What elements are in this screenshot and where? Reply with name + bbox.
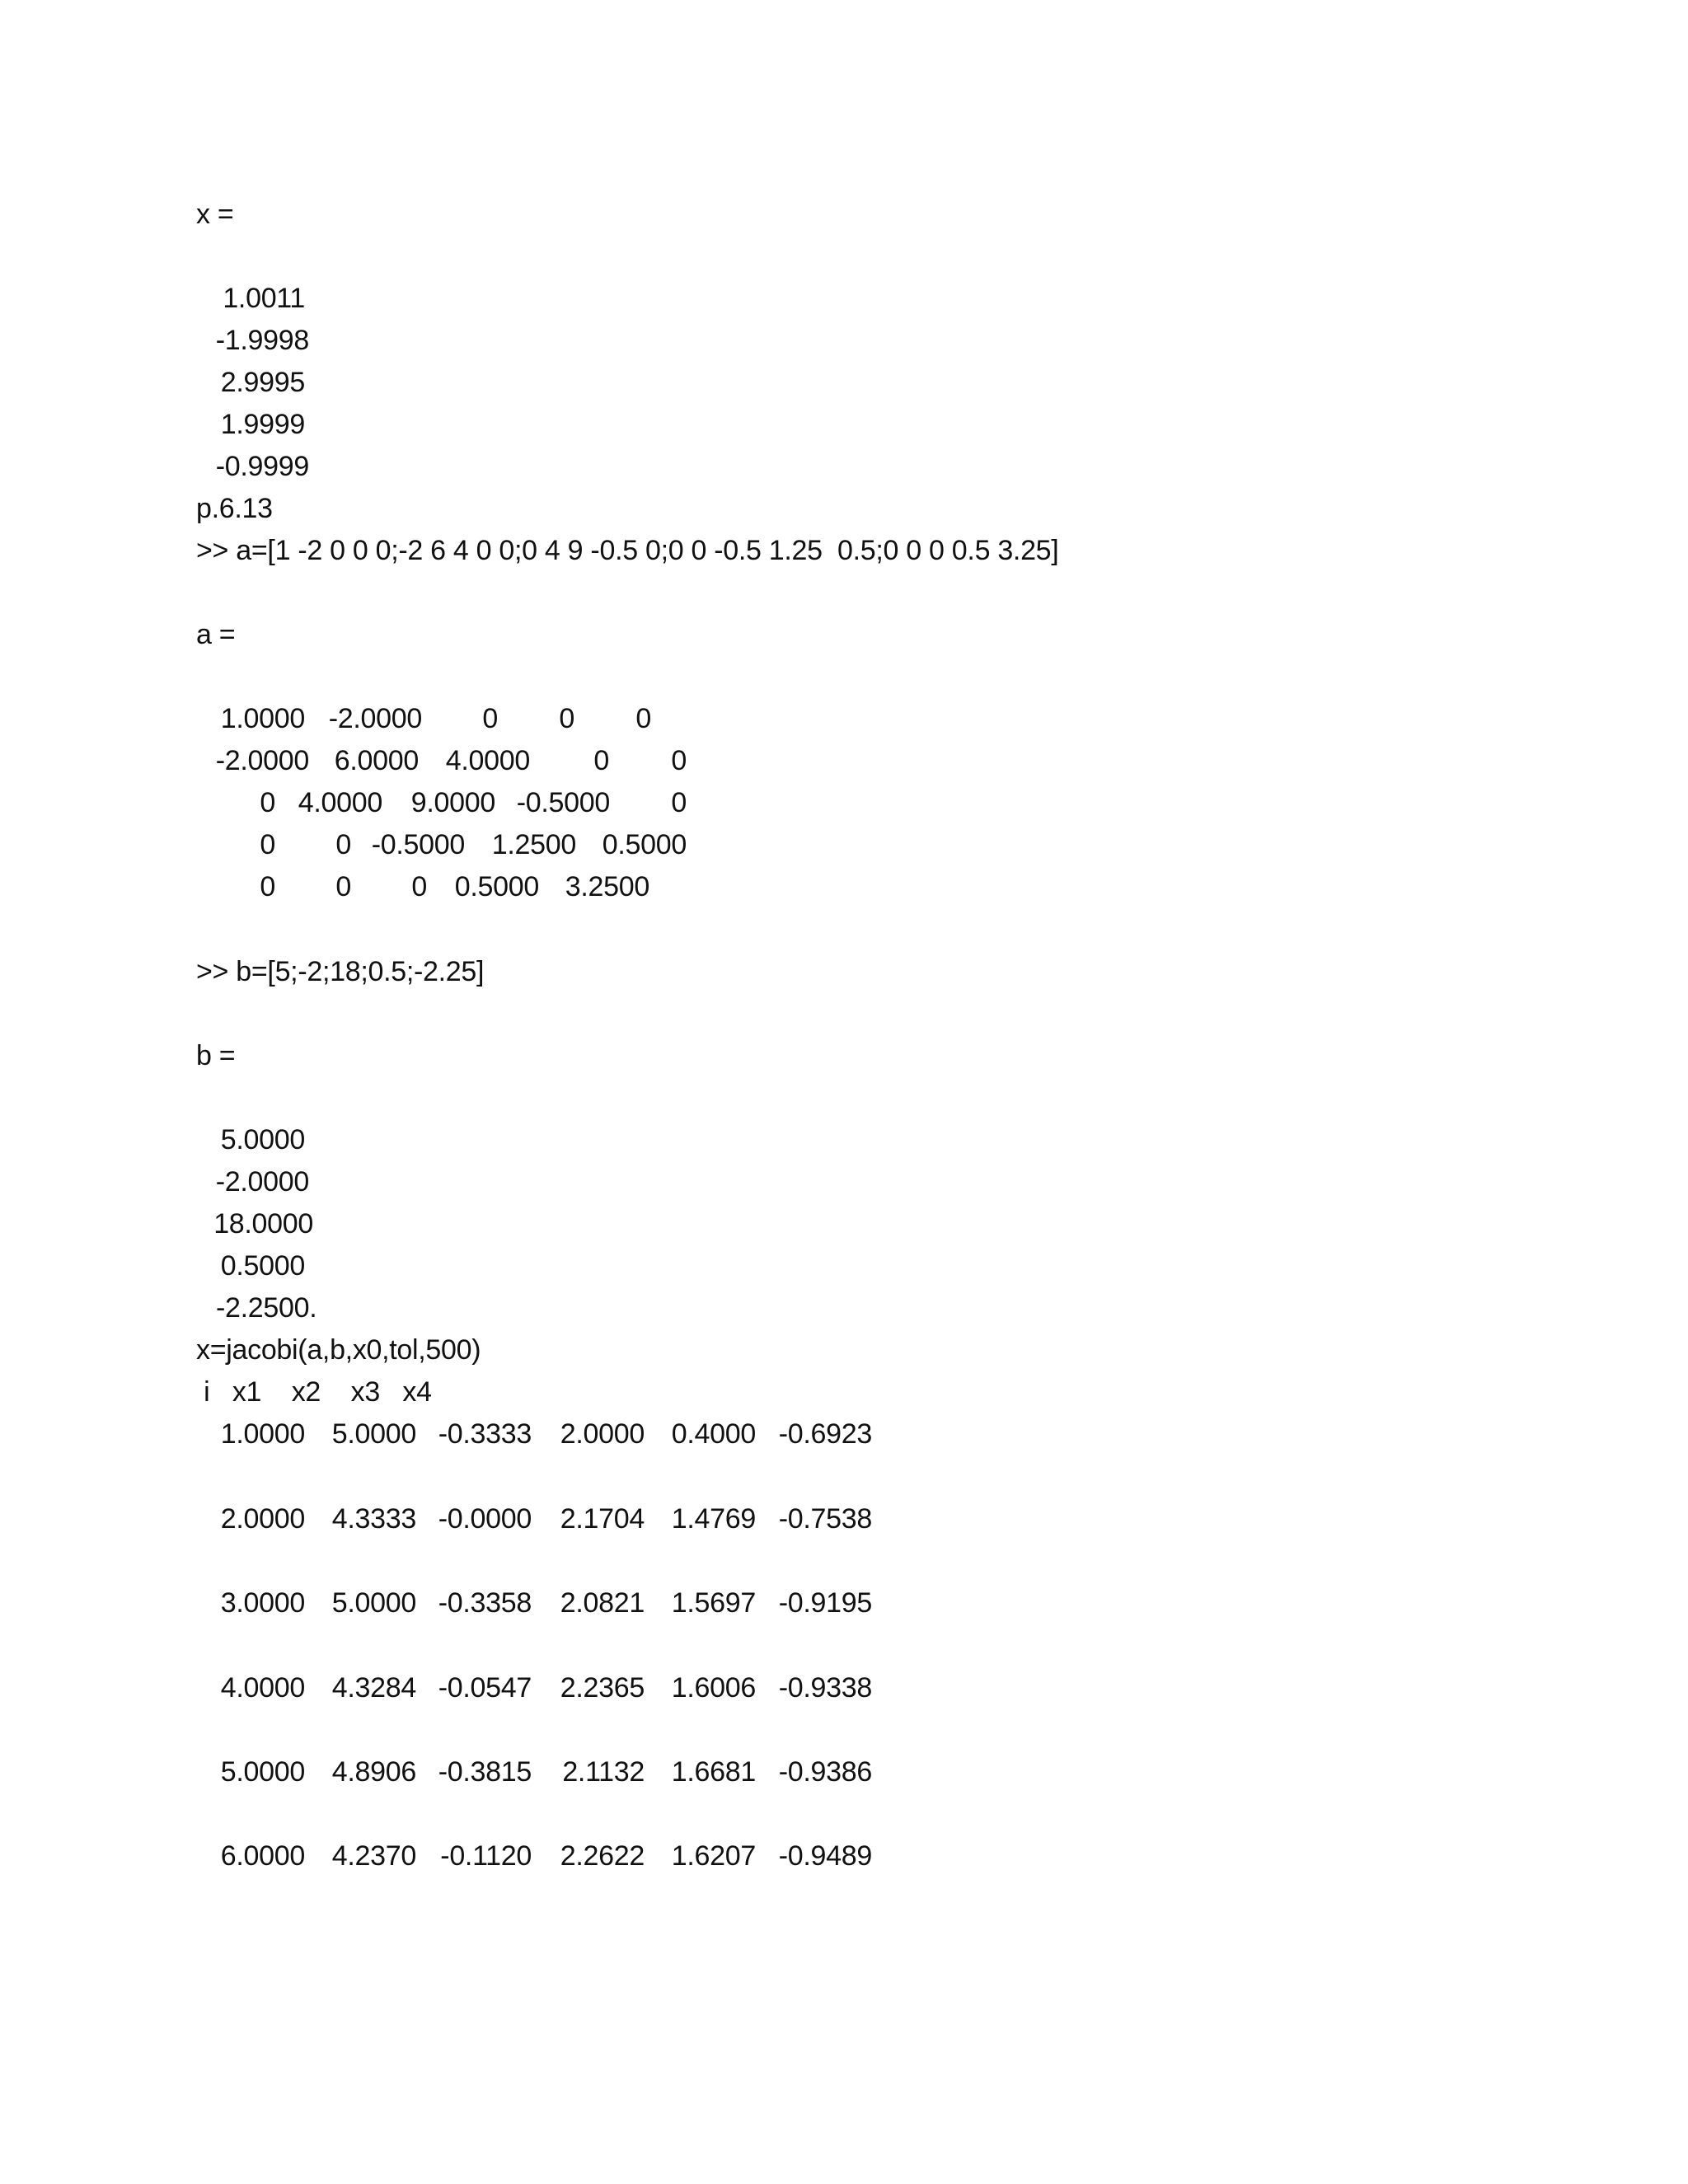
matrix-cell: -2.0000: [215, 745, 309, 776]
b-label: b =: [196, 1040, 236, 1071]
iteration-cell: -0.0547: [438, 1672, 532, 1704]
iteration-cell: -0.7538: [778, 1503, 872, 1535]
iteration-cell: 2.0821: [560, 1587, 645, 1619]
matrix-cell: 0: [671, 787, 687, 818]
matrix-cell: 0: [635, 703, 651, 734]
iteration-cell: 1.6006: [671, 1672, 756, 1704]
iteration-cell: 5.0000: [331, 1418, 416, 1450]
iteration-cell: 1.4769: [671, 1503, 756, 1535]
iteration-cell: 4.0000: [220, 1672, 305, 1704]
matrix-cell: 0: [671, 745, 687, 776]
iteration-cell: 6.0000: [220, 1840, 305, 1872]
matrix-cell: 4.0000: [298, 787, 382, 818]
iteration-cell: 5.0000: [220, 1756, 305, 1788]
matrix-cell: 3.2500: [565, 871, 649, 902]
iteration-cell: -0.9386: [778, 1756, 872, 1788]
iteration-cell: -0.0000: [438, 1503, 532, 1535]
iteration-cell: 2.2365: [560, 1672, 645, 1704]
iteration-cell: 1.6681: [671, 1756, 756, 1788]
iteration-cell: 4.8906: [331, 1756, 416, 1788]
iteration-cell: 1.5697: [671, 1587, 756, 1619]
command-jacobi: x=jacobi(a,b,x0,tol,500): [196, 1334, 481, 1366]
matrix-cell: 0: [411, 871, 427, 902]
matrix-cell: 0: [559, 703, 574, 734]
matrix-cell: 1.0000: [220, 703, 305, 734]
iteration-cell: 2.2622: [560, 1840, 645, 1872]
x-value: -0.9999: [215, 451, 309, 482]
iteration-cell: -0.3358: [438, 1587, 532, 1619]
a-label: a =: [196, 619, 236, 650]
matrix-cell: 0.5000: [602, 829, 687, 860]
matrix-cell: -0.5000: [516, 787, 610, 818]
matrix-cell: 6.0000: [334, 745, 419, 776]
matrix-cell: 0: [482, 703, 498, 734]
iteration-cell: 0.4000: [671, 1418, 756, 1450]
b-value: 18.0000: [213, 1208, 313, 1240]
matrix-cell: 0: [593, 745, 609, 776]
command-a: >> a=[1 -2 0 0 0;-2 6 4 0 0;0 4 9 -0.5 0;0 0 -0.5 1.25 0.5;0 0 0 0.5 3.25]: [196, 535, 1059, 566]
x-value: 2.9995: [220, 367, 305, 398]
matrix-cell: 0: [260, 829, 275, 860]
b-value: -2.2500.: [216, 1292, 317, 1324]
x-value: 1.0011: [223, 283, 305, 314]
iteration-cell: 3.0000: [220, 1587, 305, 1619]
iteration-cell: -0.9195: [778, 1587, 872, 1619]
iteration-cell: 1.0000: [220, 1418, 305, 1450]
iteration-cell: 2.0000: [220, 1503, 305, 1535]
iteration-cell: 4.2370: [331, 1840, 416, 1872]
b-value: -2.0000: [215, 1166, 309, 1197]
iteration-cell: -0.9489: [778, 1840, 872, 1872]
x-value: -1.9998: [215, 325, 309, 356]
b-value: 0.5000: [220, 1250, 305, 1282]
x-value: 1.9999: [220, 409, 305, 440]
matrix-cell: 0: [260, 787, 275, 818]
matrix-cell: 0: [335, 829, 351, 860]
iteration-cell: 4.3333: [331, 1503, 416, 1535]
matrix-cell: 1.2500: [491, 829, 576, 860]
problem-label: p.6.13: [196, 493, 273, 524]
iteration-cell: 4.3284: [331, 1672, 416, 1704]
iteration-cell: -0.9338: [778, 1672, 872, 1704]
iteration-cell: -0.3333: [438, 1418, 532, 1450]
iteration-cell: 2.1132: [562, 1756, 645, 1788]
matrix-cell: 0: [335, 871, 351, 902]
matrix-cell: 0: [260, 871, 275, 902]
matrix-cell: 4.0000: [445, 745, 530, 776]
x-label: x =: [196, 199, 234, 230]
matrix-cell: -2.0000: [328, 703, 422, 734]
matrix-cell: 9.0000: [410, 787, 495, 818]
iteration-cell: 5.0000: [331, 1587, 416, 1619]
command-b: >> b=[5;-2;18;0.5;-2.25]: [196, 956, 485, 987]
matrix-cell: -0.5000: [371, 829, 465, 860]
matrix-cell: 0.5000: [454, 871, 539, 902]
iteration-cell: 1.6207: [671, 1840, 756, 1872]
b-value: 5.0000: [220, 1124, 305, 1155]
iteration-cell: -0.1120: [440, 1840, 532, 1872]
iteration-header: i x1 x2 x3 x4: [196, 1376, 432, 1408]
iteration-cell: 2.1704: [560, 1503, 645, 1535]
iteration-cell: 2.0000: [560, 1418, 645, 1450]
iteration-cell: -0.6923: [778, 1418, 872, 1450]
iteration-cell: -0.3815: [438, 1756, 532, 1788]
